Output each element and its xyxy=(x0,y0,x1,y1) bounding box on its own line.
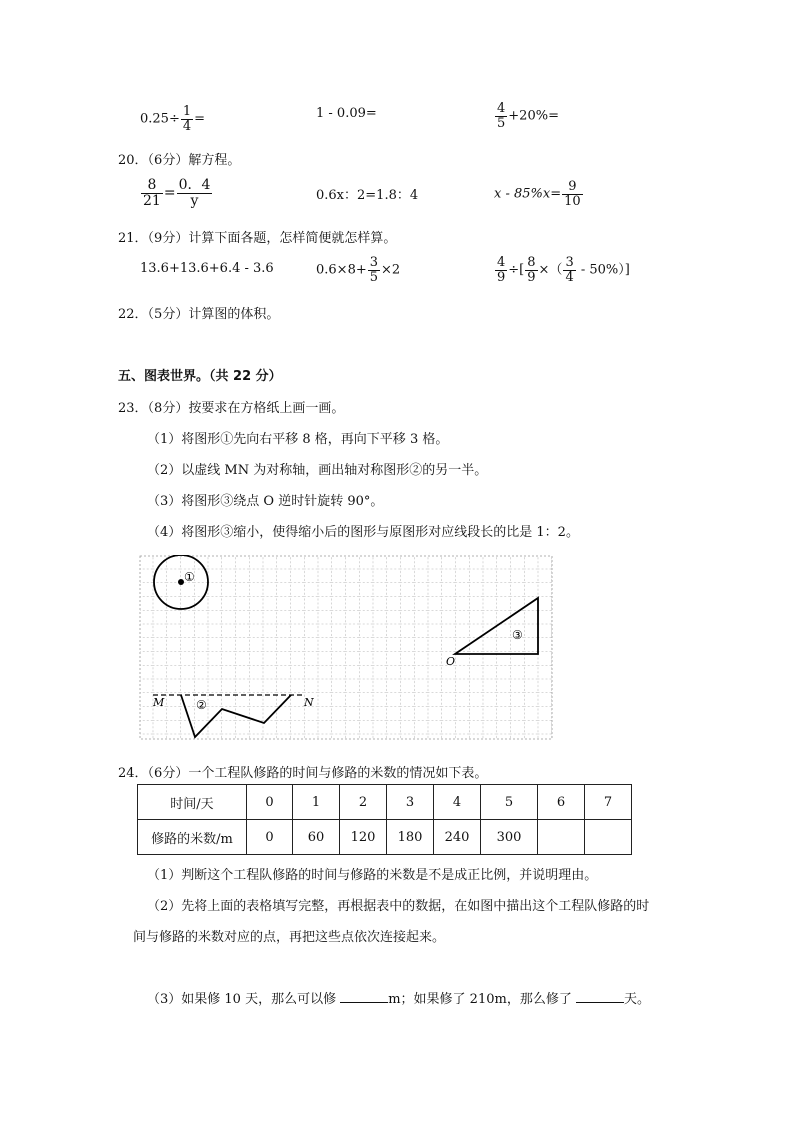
q20-title: 20．（6分）解方程。 xyxy=(118,153,241,168)
label-2: ② xyxy=(196,698,207,712)
answer-blank-meters[interactable] xyxy=(340,990,388,1003)
q23-item-1: （1）将图形①先向右平移 8 格，再向下平移 3 格。 xyxy=(147,432,449,447)
blank-cell[interactable] xyxy=(585,820,632,855)
fraction xyxy=(181,105,193,133)
denominator: 5 xyxy=(497,115,506,131)
table-cell: 240 xyxy=(434,820,481,855)
equals-sign: = xyxy=(163,185,176,202)
expr-text: = xyxy=(194,111,206,127)
table-cell: 0 xyxy=(247,785,293,820)
denominator: 9 xyxy=(497,269,506,285)
table-cell: 6 xyxy=(538,785,585,820)
section-title: 五、图表世界。（共 22 分） xyxy=(118,369,282,384)
numerator: 3 xyxy=(565,255,574,270)
fraction xyxy=(368,256,380,284)
table-cell: 120 xyxy=(340,820,387,855)
fraction xyxy=(495,256,507,284)
numerator: 1 xyxy=(182,104,192,119)
q24-sub3 xyxy=(147,988,650,1007)
expr-row1-2: 1 - 0.09= xyxy=(316,106,377,121)
denominator: 5 xyxy=(369,269,379,285)
q24-sub2-line1: （2）先将上面的表格填写完整，再根据表中的数据，在如图中描出这个工程队修路的时 xyxy=(147,899,650,914)
numerator: 4 xyxy=(497,101,506,116)
denominator: 21 xyxy=(143,192,161,209)
expr-text: +20%= xyxy=(508,108,559,124)
fraction xyxy=(563,256,575,284)
label-O: O xyxy=(446,655,456,668)
q23-item-3: （3）将图形③绕点 O 逆时针旋转 90°。 xyxy=(147,494,384,509)
expr-text: - 50%）] xyxy=(576,262,630,278)
q23-title: 23．（8分）按要求在方格纸上画一画。 xyxy=(118,401,345,416)
q21-title: 21．（9分）计算下面各题，怎样简便就怎样算。 xyxy=(118,231,397,246)
q22-title: 22．（5分）计算图的体积。 xyxy=(118,307,280,322)
table-cell: 180 xyxy=(387,820,434,855)
numerator: 4 xyxy=(497,255,506,270)
denominator: 4 xyxy=(182,118,192,134)
fraction xyxy=(141,178,163,208)
expr-text: 0.6×8+ xyxy=(316,262,367,278)
expr-text: x - 85%x= xyxy=(494,186,562,202)
table-cell: 7 xyxy=(585,785,632,820)
table-cell: 1 xyxy=(293,785,340,820)
numerator: 8 xyxy=(527,255,536,270)
q21-expr3 xyxy=(494,256,630,284)
answer-blank-days[interactable] xyxy=(576,990,624,1003)
expr-row1-3 xyxy=(494,102,559,130)
numerator: 9 xyxy=(562,180,583,195)
numerator: 8 xyxy=(141,178,163,194)
expr-text: ×2 xyxy=(381,262,401,278)
fraction xyxy=(495,102,507,130)
expr-text: 0.25÷ xyxy=(140,111,180,127)
table-cell: 3 xyxy=(387,785,434,820)
numerator: 3 xyxy=(369,255,379,270)
table-cell: 2 xyxy=(340,785,387,820)
sub3-text: m；如果修了 210m，那么修了 xyxy=(388,992,572,1007)
table-row xyxy=(138,820,632,855)
q24-sub2-line2: 间与修路的米数对应的点，再把这些点依次连接起来。 xyxy=(133,930,446,945)
q20-eq1 xyxy=(140,178,213,208)
q23-item-4: （4）将图形③缩小，使得缩小后的图形与原图形对应线段长的比是 1：2。 xyxy=(147,525,579,540)
denominator: 10 xyxy=(564,193,581,209)
table-header-cell: 时间/天 xyxy=(138,785,247,820)
fraction xyxy=(177,178,213,208)
denominator: 9 xyxy=(527,269,536,285)
label-N: N xyxy=(304,696,314,709)
q24-sub1: （1）判断这个工程队修路的时间与修路的米数是不是成正比例，并说明理由。 xyxy=(147,868,598,883)
label-1: ① xyxy=(184,570,195,584)
fraction xyxy=(562,180,583,208)
q21-expr2 xyxy=(316,256,400,284)
fraction xyxy=(525,256,537,284)
expr-text: ÷[ xyxy=(508,262,525,278)
q20-eq3 xyxy=(494,180,584,208)
denominator: y xyxy=(190,192,199,209)
sub3-text: （3）如果修 10 天，那么可以修 xyxy=(147,992,337,1007)
q24-title: 24．（6分）一个工程队修路的时间与修路的米数的情况如下表。 xyxy=(118,766,488,781)
table-row xyxy=(138,785,632,820)
blank-cell[interactable] xyxy=(538,820,585,855)
table-cell: 300 xyxy=(481,820,538,855)
table-cell: 0 xyxy=(247,820,293,855)
data-table xyxy=(137,784,632,855)
table-cell: 4 xyxy=(434,785,481,820)
grid-figure xyxy=(139,555,555,741)
expr-text: ×（ xyxy=(538,262,563,278)
q23-item-2: （2）以虚线 MN 为对称轴，画出轴对称图形②的另一半。 xyxy=(147,463,488,478)
expr-row1-1 xyxy=(140,105,205,133)
q21-expr1: 13.6+13.6+6.4 - 3.6 xyxy=(140,261,274,276)
table-cell: 5 xyxy=(481,785,538,820)
denominator: 4 xyxy=(565,269,574,285)
sub3-text: 天。 xyxy=(623,992,650,1007)
table-header-cell: 修路的米数/m xyxy=(138,820,247,855)
q20-eq2: 0.6x：2=1.8：4 xyxy=(316,188,419,203)
label-3: ③ xyxy=(512,628,523,642)
numerator: 0．4 xyxy=(178,177,211,193)
label-M: M xyxy=(153,696,165,709)
table-cell: 60 xyxy=(293,820,340,855)
